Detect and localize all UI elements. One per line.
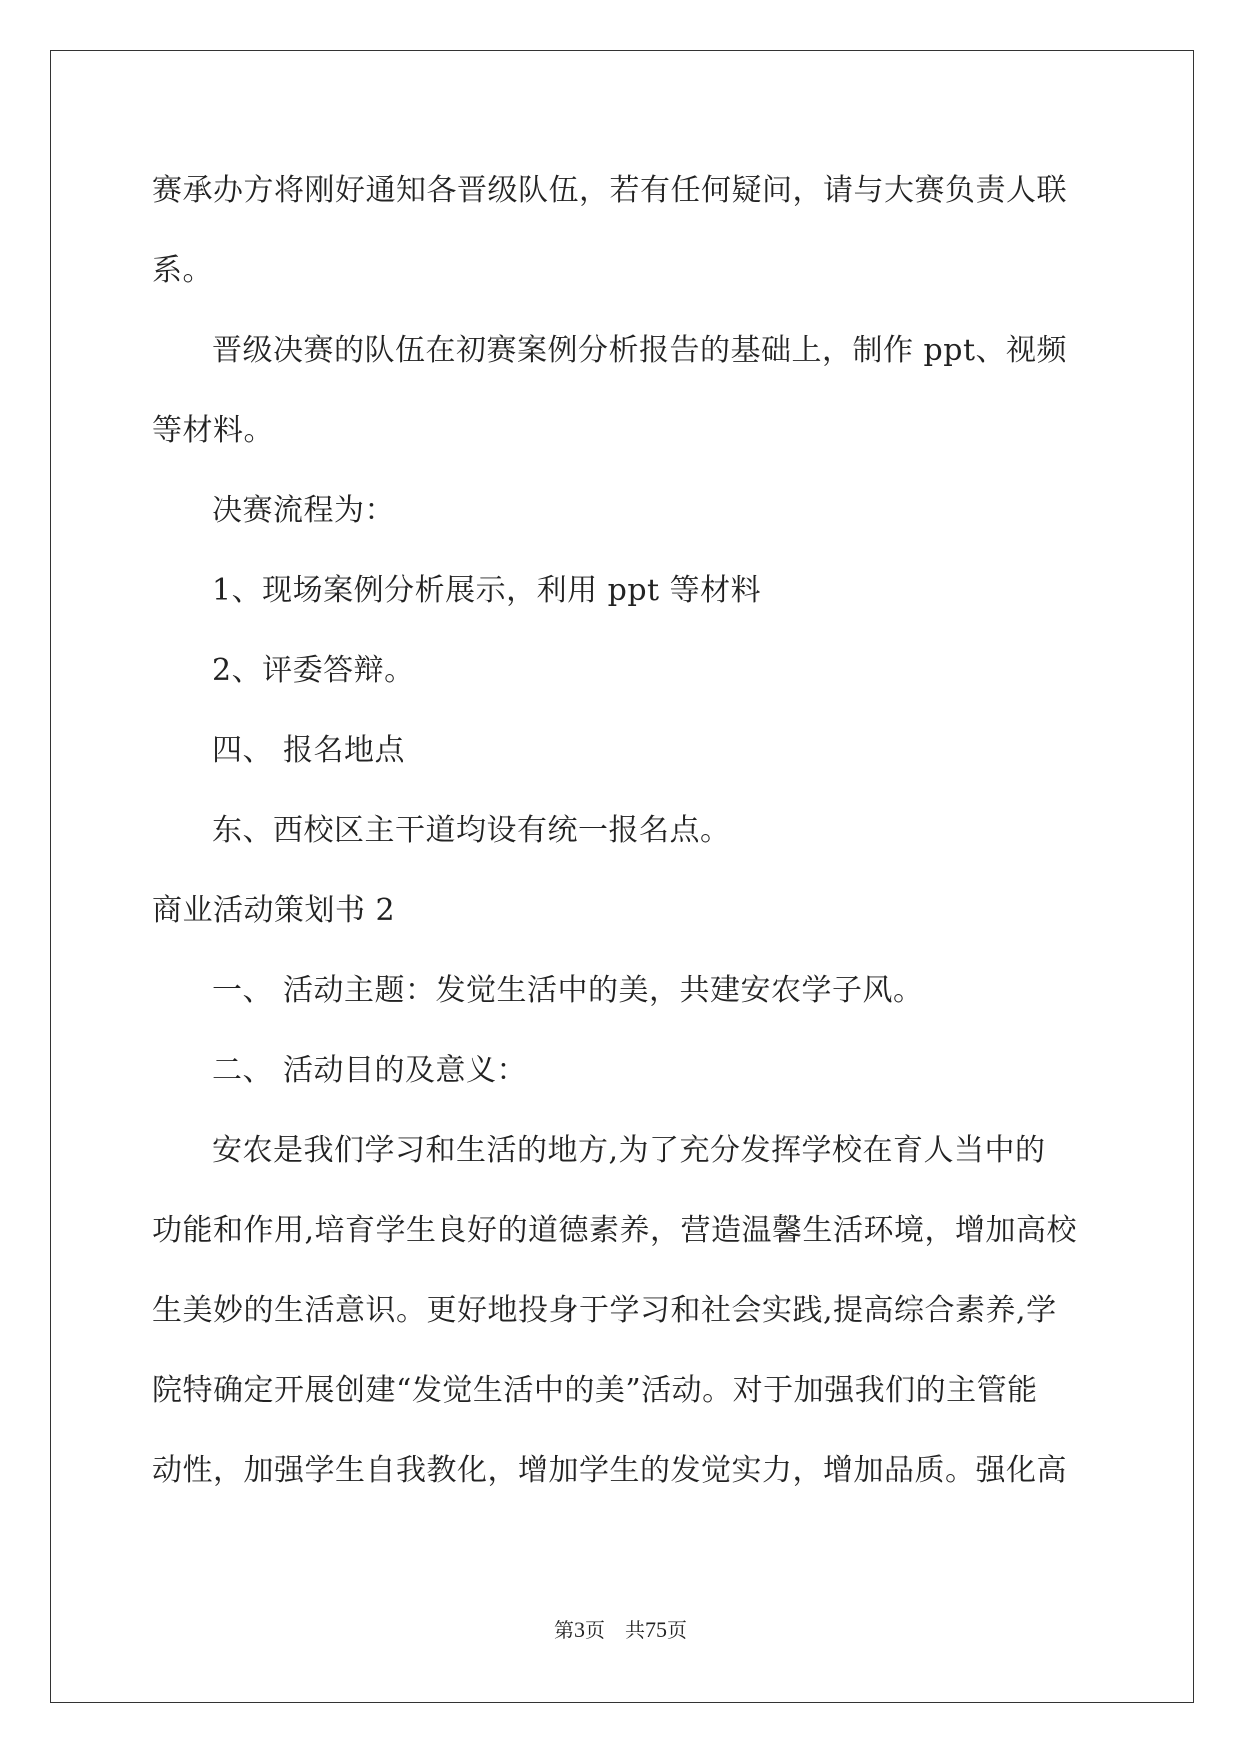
total-unit: 页: [667, 1618, 687, 1642]
section-heading: 四、 报名地点: [212, 733, 406, 768]
section-heading: 二、 活动目的及意义：: [212, 1053, 528, 1088]
body-text-line: 赛承办方将刚好通知各晋级队伍，若有任何疑问，请与大赛负责人联: [152, 173, 1067, 208]
page-footer: [0, 1616, 1241, 1644]
body-text-line: 系。: [152, 253, 213, 288]
total-prefix: 共: [625, 1618, 645, 1642]
paragraph-start-line: 晋级决赛的队伍在初赛案例分析报告的基础上，制作 ppt、视频: [212, 333, 1067, 368]
page-prefix: 第: [554, 1618, 574, 1642]
body-text-line: 生美妙的生活意识。更好地投身于学习和社会实践,提高综合素养,学: [152, 1293, 1057, 1328]
document-title: 商业活动策划书 2: [152, 893, 396, 928]
page-total: 75: [645, 1617, 667, 1642]
body-text-line: 等材料。: [152, 413, 274, 448]
list-item: 2、评委答辩。: [212, 653, 415, 688]
body-text-line: 动性，加强学生自我教化，增加学生的发觉实力，增加品质。强化高: [152, 1453, 1067, 1488]
section-heading: 一、 活动主题：发觉生活中的美，共建安农学子风。: [212, 973, 924, 1008]
list-item: 1、现场案例分析展示，利用 ppt 等材料: [212, 573, 762, 608]
body-text-line: 功能和作用,培育学生良好的道德素养，营造温馨生活环境，增加高校: [152, 1213, 1078, 1248]
body-text-line: 院特确定开展创建“发觉生活中的美”活动。对于加强我们的主管能: [152, 1373, 1038, 1408]
paragraph-start-line: 安农是我们学习和生活的地方,为了充分发挥学校在育人当中的: [212, 1133, 1046, 1168]
page-unit: 页: [585, 1618, 605, 1642]
paragraph-start-line: 决赛流程为：: [212, 493, 395, 528]
paragraph-start-line: 东、西校区主干道均设有统一报名点。: [212, 813, 731, 848]
page-current: 3: [574, 1617, 585, 1642]
